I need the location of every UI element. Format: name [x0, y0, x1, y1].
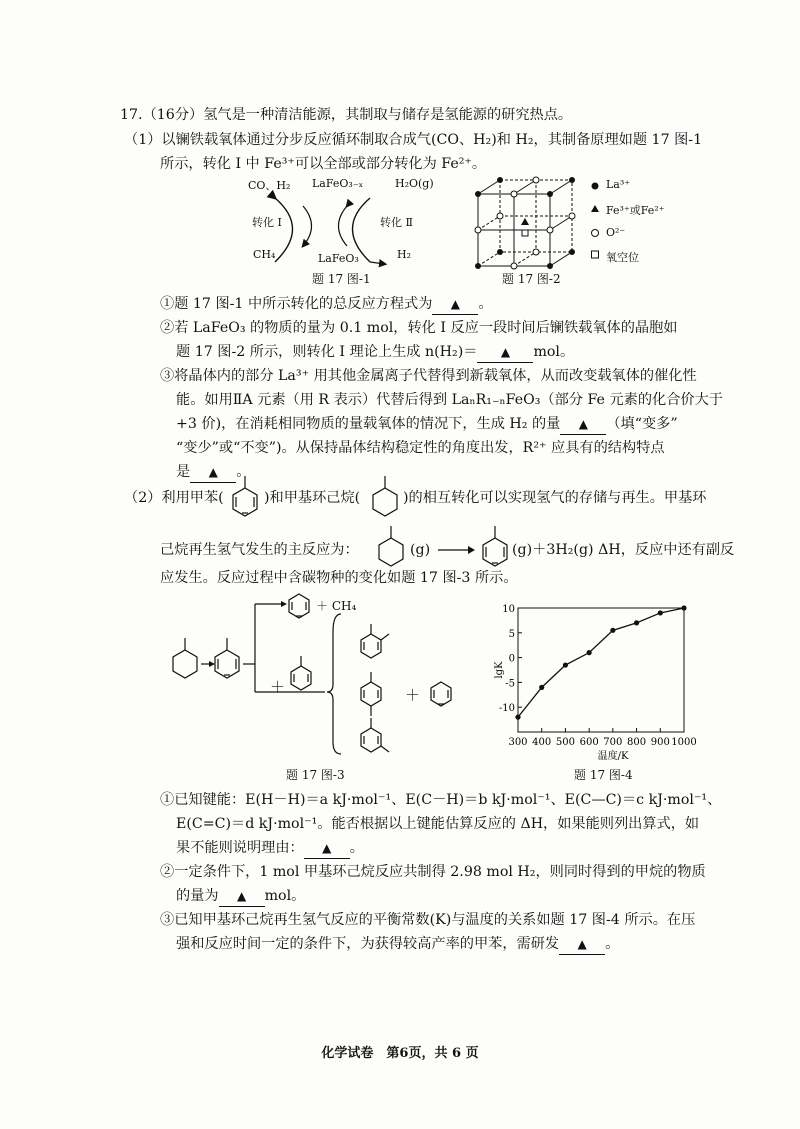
p1-q3-line4: “变少”或“不变”)。从保持晶体结构稳定性的角度出发，R²⁺ 应具有的结构特点 — [176, 440, 665, 456]
data-point — [539, 685, 544, 690]
fig1-h2-arrow — [370, 262, 385, 264]
legend-fe-marker — [591, 205, 599, 212]
x-tick-label: 600 — [579, 737, 599, 748]
x-tick-label: 400 — [532, 737, 552, 748]
p2-q3-text: 强和反应时间一定的条件下，为获得较高产率的甲苯，需研发 — [176, 936, 560, 952]
fig1-top-mid: LaFeO₃₋ₓ — [312, 177, 364, 190]
fig2-caption: 题 17 图-2 — [502, 272, 561, 286]
p2-line1c: )的相互转化可以实现氢气的存储与再生。甲基环 — [403, 490, 707, 506]
x-tick-label: 800 — [627, 737, 647, 748]
toluene-structure — [228, 474, 262, 522]
chart-frame — [518, 608, 684, 732]
x-tick-label: 500 — [555, 737, 575, 748]
question-header — [120, 105, 572, 125]
x-axis-label: 温度/K — [597, 751, 629, 762]
fig1-bottom-left: CH₄ — [253, 248, 276, 261]
p2-q2-unit: mol。 — [264, 888, 306, 904]
answer-blank[interactable] — [559, 934, 605, 955]
question-score: （16分） — [142, 107, 204, 123]
fig3-plus-ch4: ＋ CH₄ — [316, 599, 357, 613]
fig2-legend-markers — [590, 178, 602, 268]
question-number: 17. — [120, 107, 143, 123]
p1-q2-line2 — [176, 342, 574, 363]
fig1-right-label: 转化 Ⅱ — [380, 216, 413, 229]
fig2-legend-vacancy: 氧空位 — [606, 251, 639, 264]
reaction-arrow — [436, 544, 476, 556]
p2-q3-line1: ③已知甲基环己烷再生氢气反应的平衡常数(K)与温度的关系如题 17 图-4 所示。在压 — [160, 912, 696, 928]
fig2-crystal-cell — [470, 174, 582, 270]
x-tick-label: 700 — [603, 737, 623, 748]
p2-q1-text: 果不能则说明理由： — [176, 840, 304, 856]
reaction-reactant-structure — [374, 524, 408, 572]
data-point — [634, 620, 639, 625]
blank-mark: ▲ — [208, 465, 218, 479]
fig4-chart — [492, 600, 702, 770]
fig1-top-right: H₂O(g) — [395, 177, 434, 190]
legend-o-marker — [592, 230, 599, 237]
fig1-left-arc — [275, 198, 293, 262]
p1-q1-text: ①题 17 图-1 中所示转化的总反应方程式为 — [160, 296, 433, 312]
blank-mark: ▲ — [322, 841, 332, 855]
blank-mark: ▲ — [578, 417, 588, 431]
y-tick-label: 5 — [508, 628, 515, 640]
answer-blank[interactable] — [304, 838, 350, 859]
y-tick-label: 0 — [508, 653, 515, 665]
p1-q2-unit: mol。 — [533, 344, 575, 360]
y-tick-label: -10 — [498, 703, 515, 715]
p2-line2c: (g)＋3H₂(g) ΔH，反应中还有副反 — [512, 542, 735, 558]
data-point — [563, 662, 568, 667]
fig2-legend-o: O²⁻ — [606, 226, 626, 239]
fig3-caption: 题 17 图-3 — [286, 768, 345, 782]
part1-intro-line2: 所示，转化 Ⅰ 中 Fe³⁺可以全部或部分转化为 Fe²⁺。 — [160, 156, 487, 172]
answer-blank[interactable] — [432, 294, 478, 315]
p2-line3: 应发生。反应过程中含碳物种的变化如题 17 图-3 所示。 — [160, 570, 518, 586]
p1-q3-end: 。 — [236, 464, 251, 480]
blank-mark: ▲ — [236, 889, 247, 903]
p1-q1-end: 。 — [478, 296, 493, 312]
x-tick-label: 1000 — [671, 737, 697, 748]
p2-q2-text: 的量为 — [176, 888, 219, 904]
fig3-brace — [327, 614, 341, 754]
methylcyclohexane-structure — [368, 474, 402, 522]
p1-q2-text: 题 17 图-2 所示，则转化 Ⅰ 理论上生成 n(H₂)＝ — [176, 344, 478, 360]
p2-q2-line1: ②一定条件下，1 mol 甲基环己烷反应共制得 2.98 mol H₂，则同时得到的甲烷的物质 — [160, 864, 706, 880]
fig1-left-label: 转化 Ⅰ — [252, 216, 282, 229]
data-point — [658, 610, 663, 615]
p1-q3-line3 — [176, 414, 678, 435]
fig1-bottom-right: H₂ — [397, 248, 412, 261]
fig2-legend-la: La³⁺ — [606, 178, 631, 191]
data-point — [587, 650, 592, 655]
fig3-plus1: ＋ — [270, 678, 286, 696]
data-point — [681, 605, 686, 610]
fig1-inner-right-arc — [339, 206, 348, 246]
p2-q1-line2: E(C=C)＝d kJ·mol⁻¹。能否根据以上键能估算反应的 ΔH，如果能则列出算式，如 — [176, 816, 700, 832]
data-point — [515, 715, 520, 720]
question-intro: 氢气是一种清洁能源，其制取与储存是氢能源的研究热点。 — [203, 107, 573, 123]
p2-q2-line2 — [176, 886, 305, 907]
p2-q3-line2 — [176, 934, 619, 955]
p1-q2-line1: ②若 LaFeO₃ 的物质的量为 0.1 mol，转化 Ⅰ 反应一段时间后镧铁载氧体的晶胞如 — [160, 320, 678, 336]
p2-line2a: 己烷再生氢气发生的主反应为： — [160, 542, 359, 558]
fig3-plus2: ＋ — [405, 686, 421, 704]
series-line — [518, 608, 684, 717]
p1-q3-line1: ③将晶体内的部分 La³⁺ 用其他金属离子代替得到新载氧体，从而改变载氧体的催化性 — [160, 368, 697, 384]
y-tick-label: 10 — [502, 604, 515, 615]
x-tick-label: 900 — [650, 737, 670, 748]
fig1-caption: 题 17 图-1 — [312, 272, 371, 286]
reaction-product-structure — [478, 524, 512, 572]
p2-line1b: )和甲基环己烷( — [264, 490, 361, 506]
fig3-reaction-network — [165, 592, 475, 762]
fig3-mch — [173, 650, 197, 678]
p1-q1 — [160, 294, 493, 315]
p1-q3-hint: （填“变多” — [606, 416, 678, 432]
answer-blank[interactable] — [477, 342, 533, 363]
fig1-top-left: CO、H₂ — [248, 179, 291, 192]
fig1-bottom-mid: LaFeO₃ — [318, 252, 359, 265]
fig1-inner-left-arc — [303, 206, 312, 246]
p1-q3-shi: 是 — [176, 464, 191, 480]
blank-mark: ▲ — [500, 345, 511, 359]
fig4-caption: 题 17 图-4 — [574, 768, 633, 782]
blank-mark: ▲ — [577, 937, 587, 951]
fig3-toluene — [215, 650, 239, 678]
p1-q3-line2: 能。如用ⅡA 元素（用 R 表示）代替后得到 LaₙR₁₋ₙFeO₃（部分 Fe 元素的化合价大于 — [176, 392, 723, 408]
y-tick-label: -5 — [505, 678, 515, 690]
answer-blank[interactable] — [219, 886, 265, 907]
legend-la-marker — [592, 183, 599, 190]
part1-intro-line1: （1）以镧铁载氧体通过分步反应循环制取合成气(CO、H₂)和 H₂，其制备原理如题 17 图-1 — [124, 132, 703, 148]
y-axis-label: lgK — [494, 661, 505, 679]
p2-q1-line3 — [176, 838, 364, 859]
p2-q3-end: 。 — [605, 936, 620, 952]
legend-vacancy-marker — [592, 251, 599, 258]
p2-line2b: (g) — [410, 542, 431, 558]
p1-q3-text: +3 价)，在消耗相同物质的量载氧体的情况下，生成 H₂ 的量 — [176, 416, 561, 432]
p2-q1-line1: ①已知键能：E(H－H)＝a kJ·mol⁻¹、E(C－H)＝b kJ·mol⁻¹、E(C—C)＝c kJ·mol⁻¹、 — [160, 792, 722, 808]
x-tick-label: 300 — [508, 737, 528, 748]
answer-blank[interactable] — [560, 414, 606, 435]
page-footer: 化学试卷 第6页，共 6 页 — [321, 1046, 479, 1061]
p2-line1a: （2）利用甲苯( — [124, 490, 224, 506]
blank-mark: ▲ — [450, 297, 461, 311]
data-point — [610, 628, 615, 633]
p2-q1-end: 。 — [349, 840, 364, 856]
fig2-legend-fe: Fe³⁺或Fe²⁺ — [606, 204, 665, 217]
